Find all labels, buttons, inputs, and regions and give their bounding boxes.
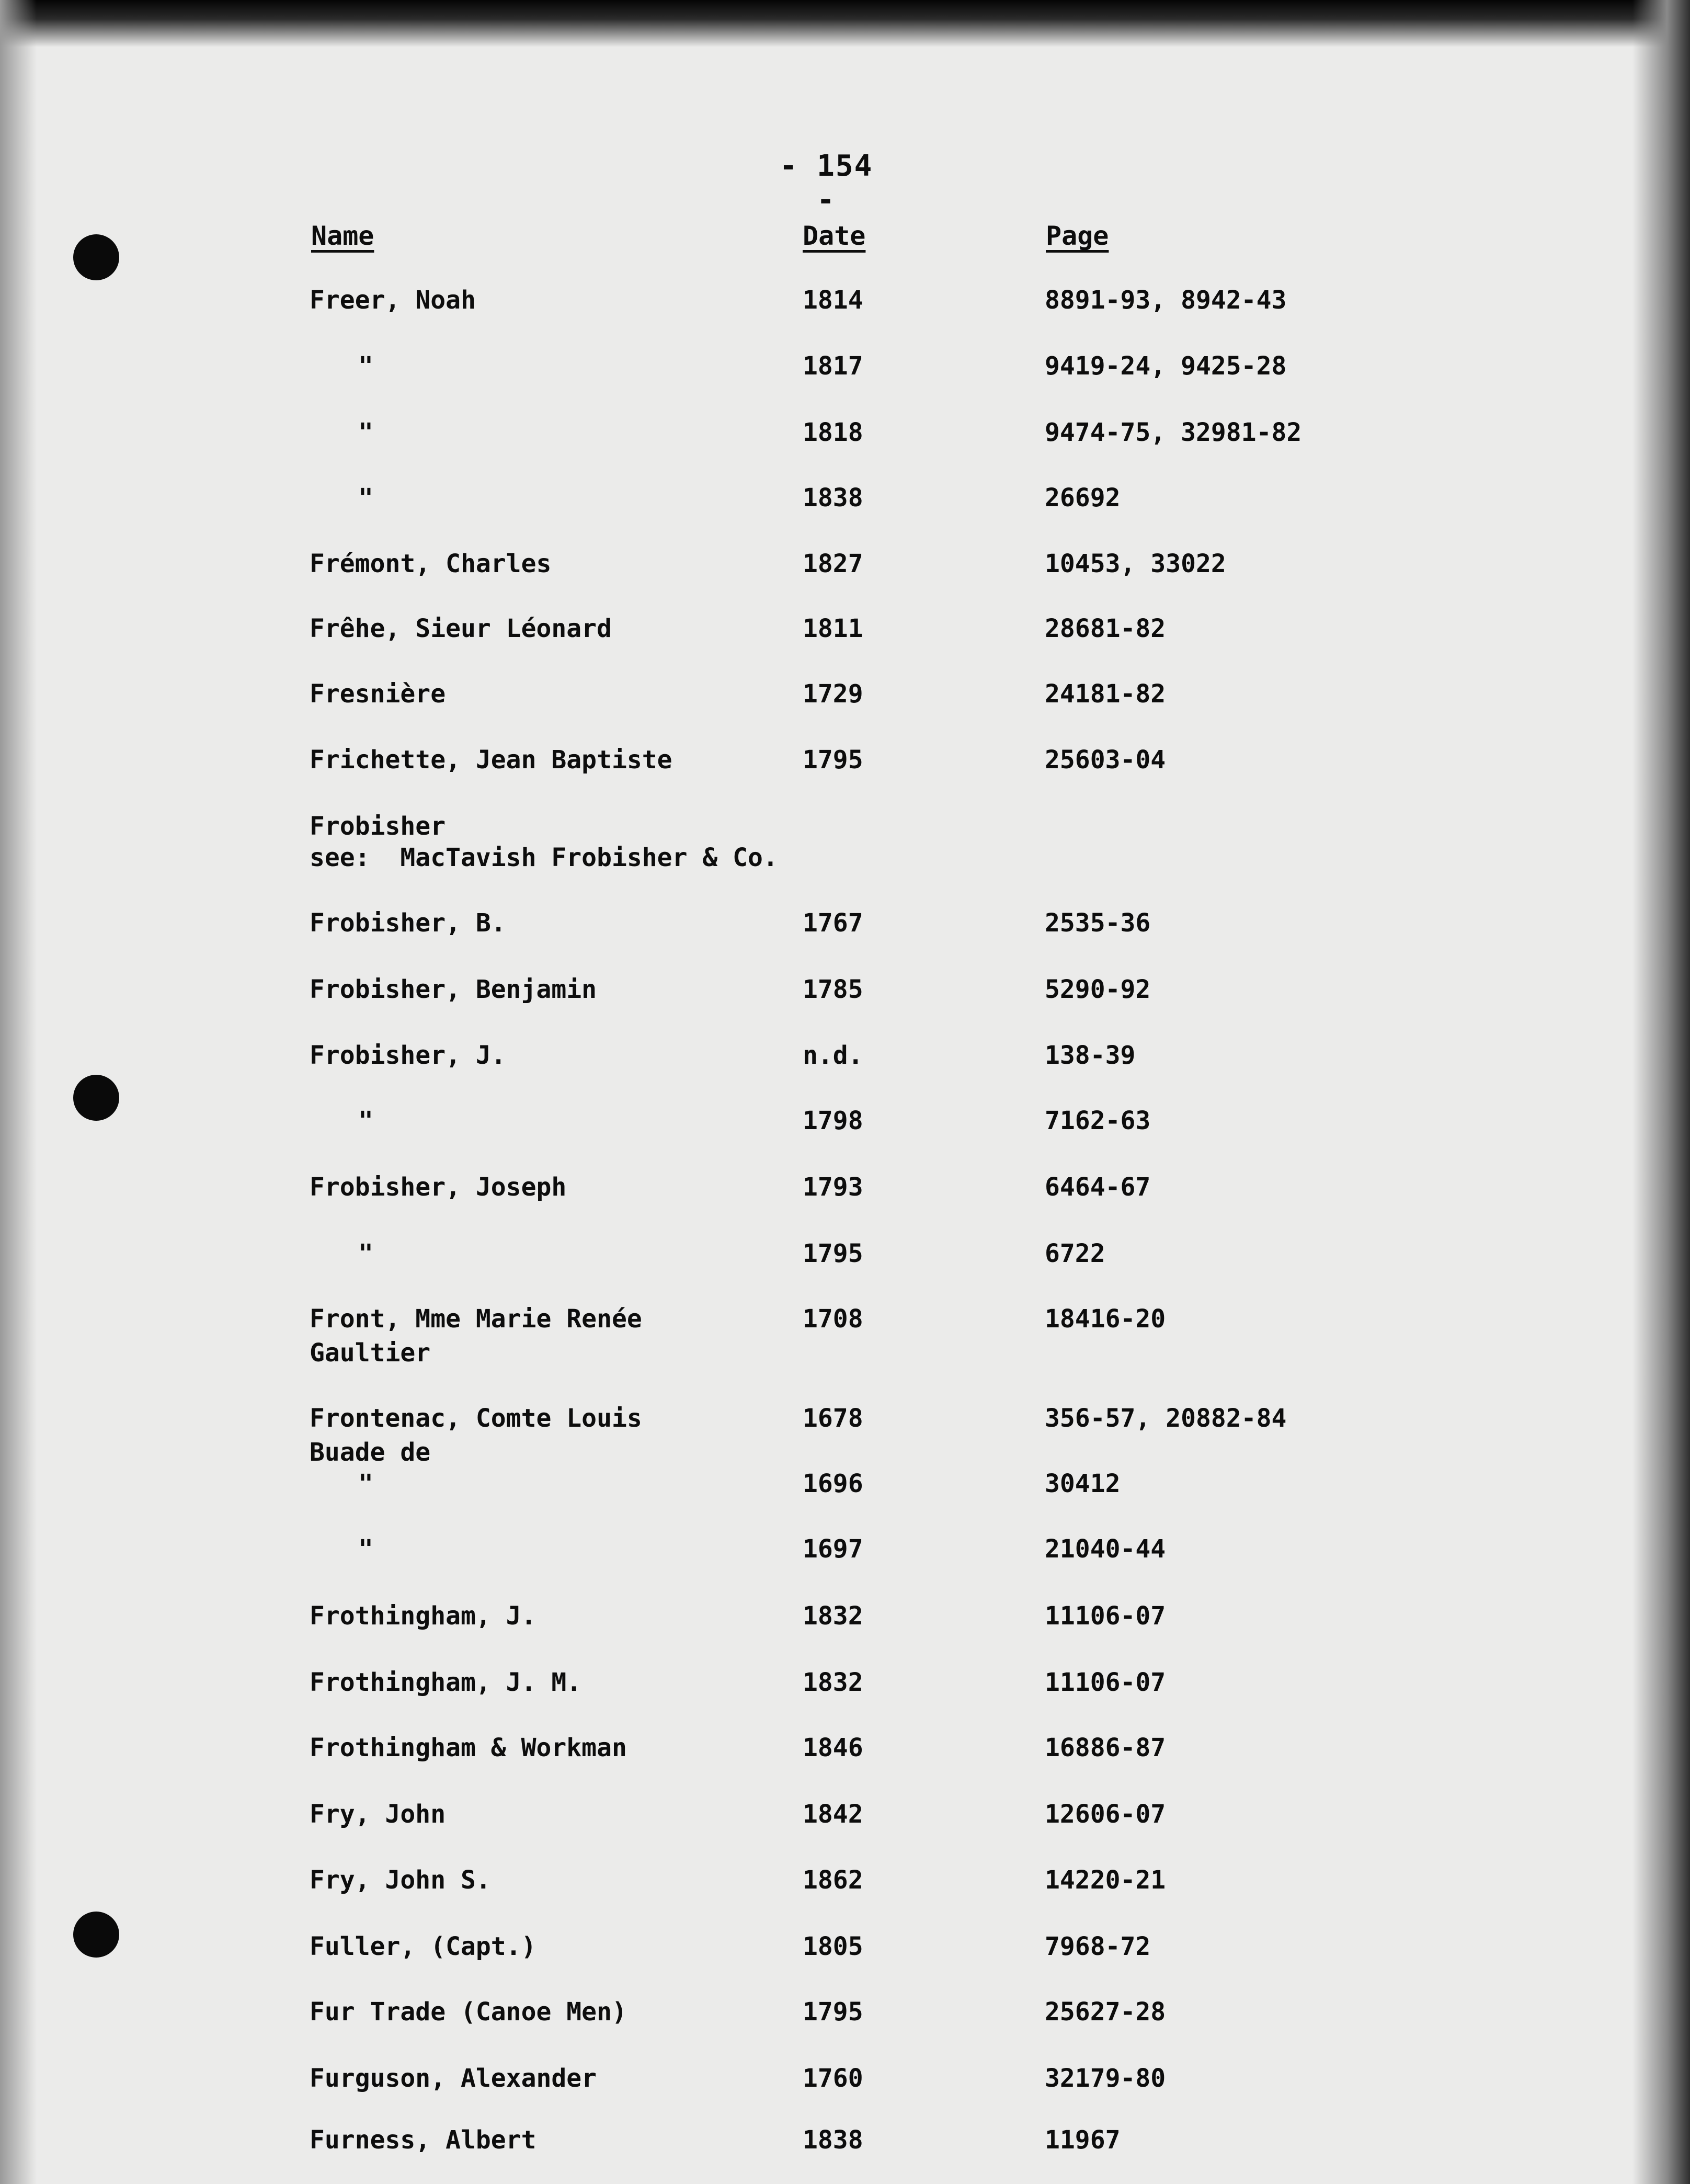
entry-date: n.d.	[803, 1041, 863, 1070]
table-row	[0, 1798, 1690, 1834]
entry-date: 1805	[803, 1932, 863, 1961]
entry-page: 6722	[1045, 1239, 1105, 1268]
entry-page: 9474-75, 32981-82	[1045, 418, 1302, 447]
entry-date: 1785	[803, 975, 863, 1004]
table-row	[0, 1863, 1690, 1900]
ditto-mark: "	[358, 1469, 373, 1498]
entry-page: 12606-07	[1045, 1800, 1166, 1829]
entry-date: 1818	[803, 418, 863, 447]
entry-page: 24181-82	[1045, 679, 1166, 709]
see-reference: see: MacTavish Frobisher & Co.	[310, 843, 778, 872]
entry-date: 1798	[803, 1106, 863, 1135]
table-row	[0, 1666, 1690, 1702]
entry-name: Fresnière	[310, 679, 446, 709]
entry-date: 1814	[803, 286, 863, 315]
table-row	[0, 1731, 1690, 1768]
entry-date: 1862	[803, 1866, 863, 1895]
entry-page: 6464-67	[1045, 1173, 1151, 1202]
table-row	[0, 1402, 1690, 1438]
entry-name: Furguson, Alexander	[310, 2064, 597, 2093]
table-row	[0, 1170, 1690, 1207]
entry-page: 2535-36	[1045, 908, 1151, 938]
entry-name: Fur Trade (Canoe Men)	[310, 1997, 627, 2027]
table-row	[0, 1599, 1690, 1636]
entry-name-continued: Buade de	[310, 1438, 431, 1467]
entry-name: Front, Mme Marie Renée	[310, 1304, 642, 1334]
entry-date: 1832	[803, 1668, 863, 1697]
entry-page: 26692	[1045, 483, 1121, 513]
table-row	[0, 612, 1690, 649]
page-number: - 154 -	[779, 149, 873, 217]
entry-date: 1842	[803, 1800, 863, 1829]
entry-name: Frobisher	[310, 812, 446, 841]
table-row	[0, 547, 1690, 584]
entry-page: 25603-04	[1045, 745, 1166, 775]
ditto-mark: "	[358, 1106, 373, 1135]
table-row	[0, 1039, 1690, 1075]
entry-page: 138-39	[1045, 1041, 1136, 1070]
entry-name: Frontenac, Comte Louis	[310, 1404, 642, 1433]
entry-page: 7162-63	[1045, 1106, 1151, 1135]
entry-page: 32179-80	[1045, 2064, 1166, 2093]
entry-page: 11106-07	[1045, 1668, 1166, 1697]
entry-page: 21040-44	[1045, 1534, 1166, 1564]
entry-page: 25627-28	[1045, 1997, 1166, 2027]
entry-date: 1838	[803, 2125, 863, 2155]
column-header-name: Name	[311, 221, 374, 251]
entry-name: Fuller, (Capt.)	[310, 1932, 536, 1961]
entry-date: 1811	[803, 614, 863, 643]
entry-page: 18416-20	[1045, 1304, 1166, 1334]
entry-date: 1696	[803, 1469, 863, 1498]
entry-date: 1795	[803, 745, 863, 775]
entry-date: 1793	[803, 1173, 863, 1202]
entry-name: Frobisher, Benjamin	[310, 975, 597, 1004]
entry-date: 1760	[803, 2064, 863, 2093]
entry-date: 1832	[803, 1601, 863, 1631]
entry-date: 1827	[803, 549, 863, 578]
entry-date: 1838	[803, 483, 863, 513]
entry-name: Frothingham, J. M.	[310, 1668, 582, 1697]
entry-name: Fry, John S.	[310, 1866, 491, 1895]
entry-date: 1697	[803, 1534, 863, 1564]
column-header-date: Date	[803, 221, 866, 251]
table-row	[0, 349, 1690, 386]
entry-page: 14220-21	[1045, 1866, 1166, 1895]
entry-name: Freer, Noah	[310, 286, 476, 315]
entry-page: 30412	[1045, 1469, 1121, 1498]
table-row	[0, 481, 1690, 518]
entry-date: 1767	[803, 908, 863, 938]
entry-name: Frémont, Charles	[310, 549, 552, 578]
table-row	[0, 1532, 1690, 1569]
entry-date: 1817	[803, 351, 863, 381]
entry-name: Frichette, Jean Baptiste	[310, 745, 672, 775]
entry-page: 11106-07	[1045, 1601, 1166, 1631]
entry-date: 1729	[803, 679, 863, 709]
entry-page: 9419-24, 9425-28	[1045, 351, 1287, 381]
entry-name: Frothingham, J.	[310, 1601, 536, 1631]
column-header-page: Page	[1046, 221, 1109, 251]
entry-date: 1846	[803, 1733, 863, 1762]
ditto-mark: "	[358, 1239, 373, 1268]
table-row	[0, 1995, 1690, 2032]
table-row	[0, 743, 1690, 780]
table-row	[0, 1237, 1690, 1273]
entry-page: 8891-93, 8942-43	[1045, 286, 1287, 315]
entry-name: Furness, Albert	[310, 2125, 536, 2155]
table-row	[0, 416, 1690, 452]
entry-name: Frobisher, B.	[310, 908, 506, 938]
entry-name: Frothingham & Workman	[310, 1733, 627, 1762]
entry-page: 7968-72	[1045, 1932, 1151, 1961]
table-row	[0, 1467, 1690, 1504]
entry-name-continued: Gaultier	[310, 1338, 431, 1368]
entry-date: 1708	[803, 1304, 863, 1334]
table-row	[0, 810, 1690, 846]
entry-page: 16886-87	[1045, 1733, 1166, 1762]
entry-date: 1795	[803, 1239, 863, 1268]
entry-page: 28681-82	[1045, 614, 1166, 643]
table-row	[0, 906, 1690, 943]
table-row	[0, 677, 1690, 714]
table-row-continuation	[0, 1336, 1690, 1373]
table-row	[0, 283, 1690, 320]
entry-page: 11967	[1045, 2125, 1121, 2155]
entry-page: 5290-92	[1045, 975, 1151, 1004]
entry-date: 1795	[803, 1997, 863, 2027]
entry-name: Frobisher, J.	[310, 1041, 506, 1070]
table-row	[0, 1302, 1690, 1339]
table-row	[0, 1930, 1690, 1966]
table-row	[0, 973, 1690, 1009]
ditto-mark: "	[358, 483, 373, 513]
table-row	[0, 2123, 1690, 2160]
entry-page: 356-57, 20882-84	[1045, 1404, 1287, 1433]
entry-page: 10453, 33022	[1045, 549, 1226, 578]
entry-date: 1678	[803, 1404, 863, 1433]
entry-name: Frêhe, Sieur Léonard	[310, 614, 612, 643]
entry-name: Fry, John	[310, 1800, 446, 1829]
ditto-mark: "	[358, 418, 373, 447]
ditto-mark: "	[358, 351, 373, 381]
ditto-mark: "	[358, 1534, 373, 1564]
table-row	[0, 2062, 1690, 2098]
entry-name: Frobisher, Joseph	[310, 1173, 567, 1202]
table-row	[0, 1104, 1690, 1141]
